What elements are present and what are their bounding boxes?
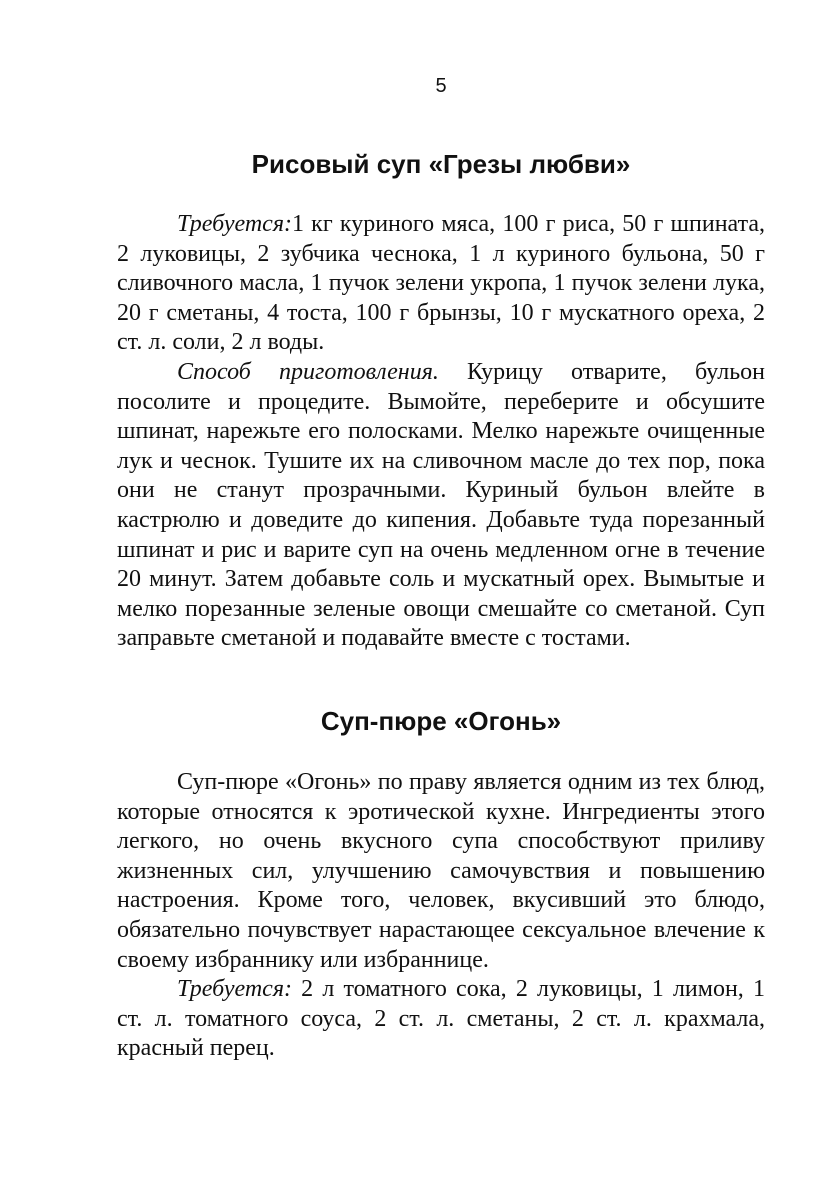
ingredients-label: Требуется: bbox=[177, 976, 292, 1003]
ingredients-text: 2 л томатного сока, 2 луковицы, 1 лимон, 1 ст. л. томатного соуса, 2 ст. л. сметаны, 2 ст. л. крахмала, красный перец. bbox=[117, 976, 765, 1062]
ingredients-paragraph bbox=[117, 975, 765, 1064]
recipe-title-fire-soup: Суп-пюре «Огонь» bbox=[320, 706, 562, 736]
ingredients-label: Требуется: bbox=[177, 211, 292, 237]
intro-paragraph: Суп-пюре «Огонь» по праву является одним из тех блюд, которые относятся к эротической кухне. Ингредиенты этого легкого, но очень вкусного супа способствуют приливу жизненных сил, улучшению самочувствия и повышению настроения. Кроме того, человек, вкусивший это блюдо, обязательно почувствует нарастающее сексуальное влечение к своему избраннику или избраннице. bbox=[117, 769, 765, 973]
method-text: Курицу отварите, бульон посолите и процедите. Вымойте, переберите и обсушите шпинат, нарежьте его полосками. Мелко нарежьте очищенные лук и чеснок. Тушите их на сливочном масле до тех пор, пока они не станут прозрачными. Куриный бульон влейте в кастрюлю и доведите до кипения. Добавьте туда порезанный шпинат и рис и варите суп на очень медленном огне в течение 20 минут. Затем добавьте соль и мускатный орех. Вымытые и мелко порезанные зеленые овощи смешайте со сметаной. Суп заправьте сметаной и подавайте вместе с тостами. bbox=[117, 358, 765, 652]
recipe-title-rice-soup: Рисовый суп «Грезы любви» bbox=[251, 149, 631, 179]
page-number: 5 bbox=[435, 75, 447, 97]
method-paragraph bbox=[117, 358, 765, 654]
ingredients-text: 1 кг куриного мяса, 100 г риса, 50 г шпината, 2 луковицы, 2 зубчика чеснока, 1 л куриного бульона, 50 г сливочного масла, 1 пучок зелени укропа, 1 пучок зелени лука, 20 г сметаны, 4 тоста, 100 г брынзы, 10 г мускатного ореха, 2 ст. л. соли, 2 л воды. bbox=[117, 211, 765, 356]
recipe-rice-soup-body bbox=[117, 210, 765, 654]
ingredients-paragraph bbox=[117, 210, 765, 358]
method-label: Способ приготовления. bbox=[177, 358, 439, 385]
recipe-fire-soup-body bbox=[117, 768, 765, 1064]
